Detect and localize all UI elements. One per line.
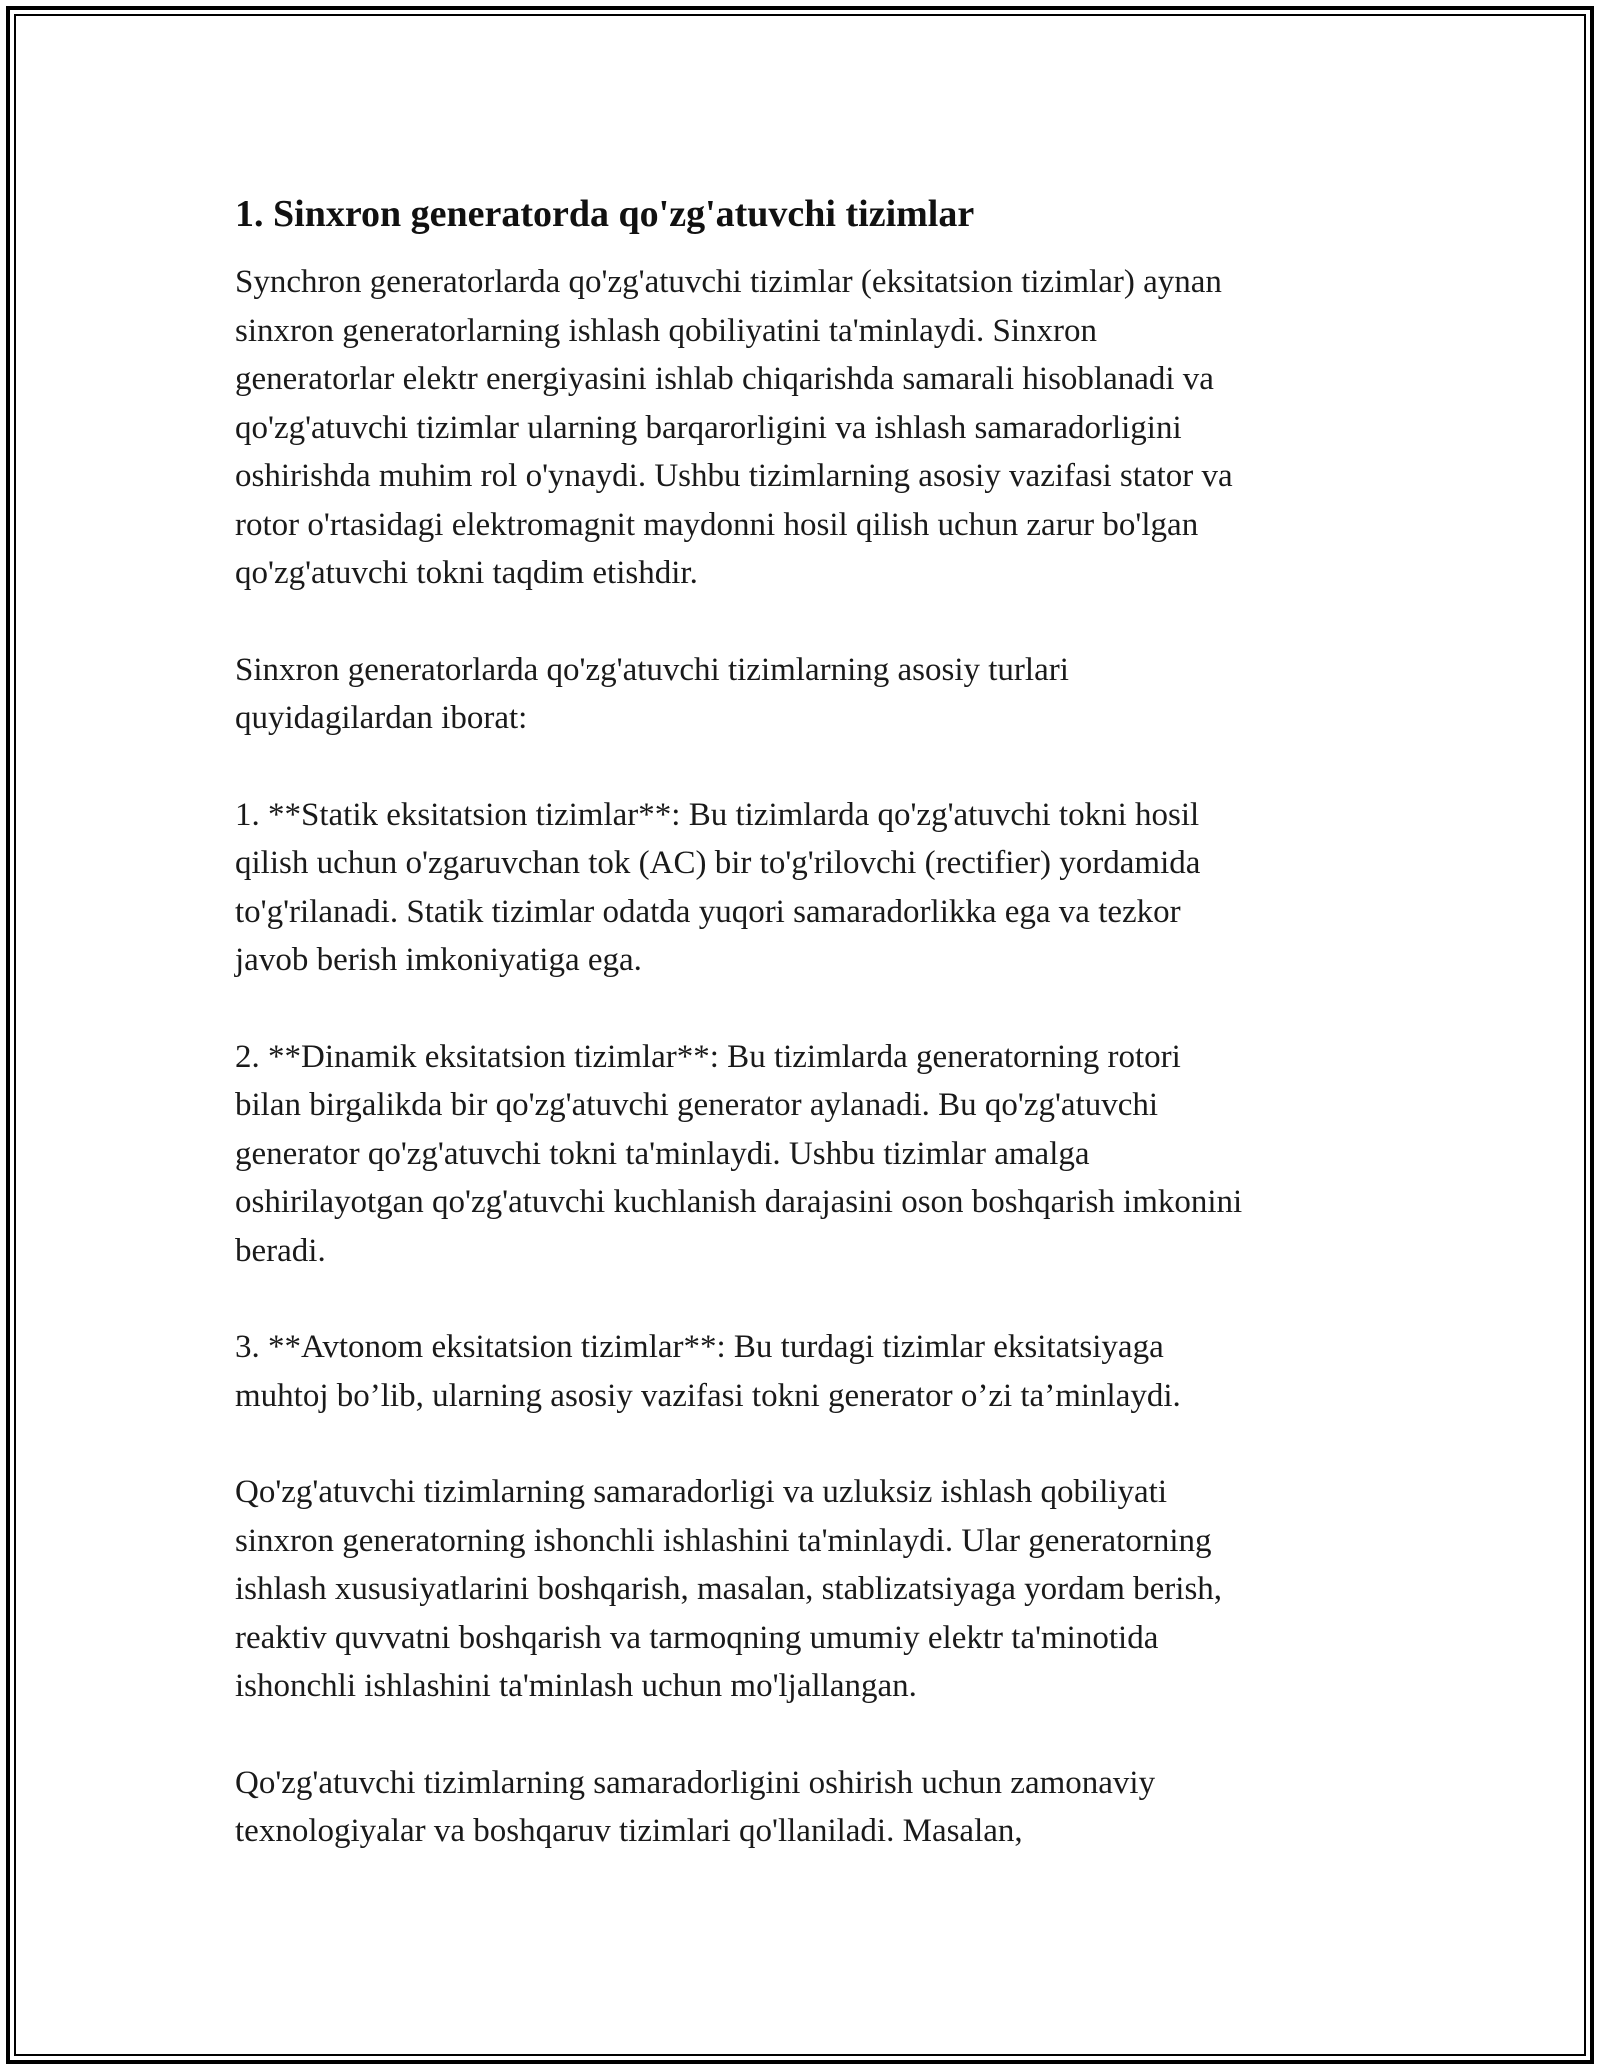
paragraph-types-lead: Sinxron generatorlarda qo'zg'atuvchi tizimlarning asosiy turlari quyidagilardan iborat: [235, 651, 1069, 736]
list-item-static: 1. **Statik eksitatsion tizimlar**: Bu tizimlarda qo'zg'atuvchi tokni hosil qilish uchun o'zgaruvchan tok (AC) bir to'g'rilovchi (rectifier) yordamida to'g'rilanadi. Statik tizimlar odatda yuqori samaradorlikka ega va tezkor javob berish imkoniyatiga ega. [235, 796, 1201, 978]
list-item-autonomous: 3. **Avtonom eksitatsion tizimlar**: Bu turdagi tizimlar eksitatsiyaga muhtoj bo’lib, ularning asosiy vazifasi tokni generator o’zi ta’minlaydi. [235, 1329, 1181, 1414]
paragraph-modern-tech: Qo'zg'atuvchi tizimlarning samaradorligini oshirish uchun zamonaviy texnologiyalar va boshqaruv tizimlari qo'llaniladi. Masalan, [235, 1764, 1156, 1849]
list-item-dynamic: 2. **Dinamik eksitatsion tizimlar**: Bu tizimlarda generatorning rotori bilan birgalikda bir qo'zg'atuvchi generator aylanadi. Bu qo'zg'atuvchi generator qo'zg'atuvchi tokni ta'minlaydi. Ushbu tizimlar amalga oshirilayotgan qo'zg'atuvchi kuchlanish darajasini oson boshqarish imkonini beradi. [235, 1038, 1243, 1269]
document-body [235, 188, 1365, 1904]
document-title: 1. Sinxron generatorda qo'zg'atuvchi tizimlar [235, 193, 975, 235]
paragraph-efficiency: Qo'zg'atuvchi tizimlarning samaradorligi va uzluksiz ishlash qobiliyati sinxron generatorning ishonchli ishlashini ta'minlaydi. Ular generatorning ishlash xususiyatlarini boshqarish, masalan, stablizatsiyaga yordam berish, reaktiv quvvatni boshqarish va tarmoqning umumiy elektr ta'minotida ishonchli ishlashini ta'minlash uchun mo'ljallangan. [235, 1474, 1223, 1704]
paragraph-intro: Synchron generatorlarda qo'zg'atuvchi tizimlar (eksitatsion tizimlar) aynan sinxron generatorlarning ishlash qobiliyatini ta'minlaydi. Sinxron generatorlar elektr energiyasini ishlab chiqarishda samarali hisoblanadi va qo'zg'atuvchi tizimlar ularning barqarorligini va ishlash samaradorligini oshirishda muhim rol o'ynaydi. Ushbu tizimlarning asosiy vazifasi stator va rotor o'rtasidagi elektromagnit maydonni hosil qilish uchun zarur bo'lgan qo'zg'atuvchi tokni taqdim etishdir. [235, 264, 1233, 591]
